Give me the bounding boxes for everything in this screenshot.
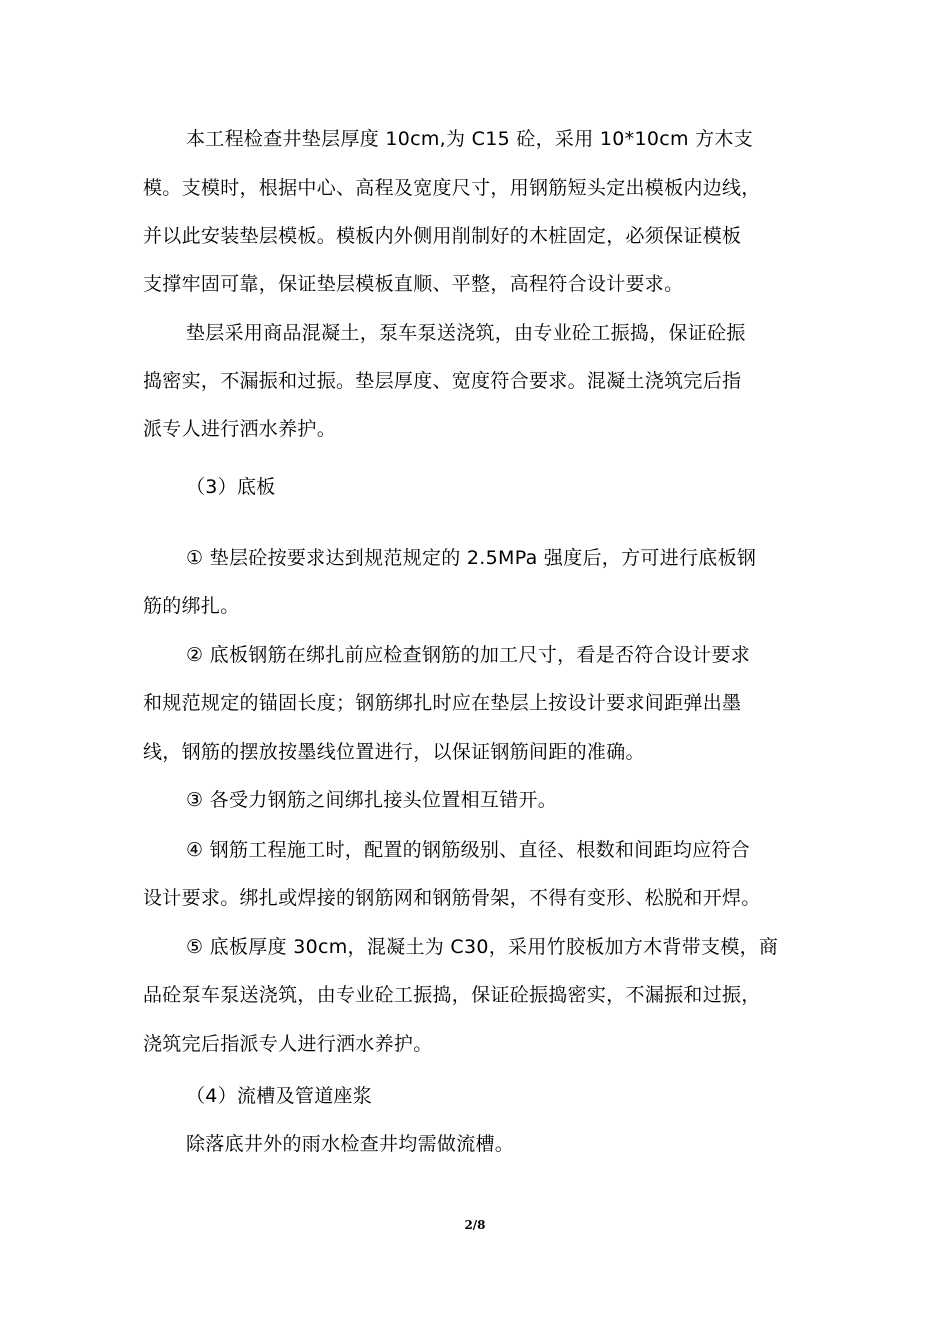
list-item-line: 浇筑完后指派专人进行洒水养护。	[143, 1033, 433, 1055]
paragraph-line: 支撑牢固可靠，保证垫层模板直顺、平整，高程符合设计要求。	[143, 273, 684, 295]
paragraph-line: 垫层采用商品混凝土，泵车泵送浇筑，由专业砼工振捣，保证砼振	[186, 322, 746, 344]
list-item-line: 线，钢筋的摆放按墨线位置进行，以保证钢筋间距的准确。	[143, 741, 645, 763]
list-item-line: ⑤ 底板厚度 30cm，混凝土为 C30，采用竹胶板加方木背带支模，商	[186, 936, 779, 958]
section-heading-3: （3）底板	[186, 476, 276, 498]
list-item-line: 筋的绑扎。	[143, 595, 240, 617]
list-item-line: ② 底板钢筋在绑扎前应检查钢筋的加工尺寸，看是否符合设计要求	[186, 644, 751, 666]
paragraph-line: 并以此安装垫层模板。模板内外侧用削制好的木桩固定，必须保证模板	[143, 225, 742, 247]
page-number: 2/8	[464, 1218, 486, 1232]
list-item-line: 设计要求。绑扎或焊接的钢筋网和钢筋骨架，不得有变形、松脱和开焊。	[143, 887, 761, 909]
paragraph-line: 除落底井外的雨水检查井均需做流槽。	[186, 1133, 515, 1155]
list-item-line: ① 垫层砼按要求达到规范规定的 2.5MPa 强度后，方可进行底板钢	[186, 547, 757, 569]
list-item-line: 和规范规定的锚固长度；钢筋绑扎时应在垫层上按设计要求间距弹出墨	[143, 692, 742, 714]
paragraph-line: 捣密实，不漏振和过振。垫层厚度、宽度符合要求。混凝土浇筑完后指	[143, 370, 742, 392]
list-item-line: ③ 各受力钢筋之间绑扎接头位置相互错开。	[186, 789, 558, 811]
list-item-line: ④ 钢筋工程施工时，配置的钢筋级别、直径、根数和间距均应符合	[186, 839, 751, 861]
section-heading-4: （4）流槽及管道座浆	[186, 1085, 373, 1107]
paragraph-line: 派专人进行洒水养护。	[143, 418, 337, 440]
paragraph-line: 本工程检查井垫层厚度 10cm,为 C15 砼，采用 10*10cm 方木支	[186, 128, 754, 150]
list-item-line: 品砼泵车泵送浇筑，由专业砼工振捣，保证砼振捣密实，不漏振和过振，	[143, 984, 761, 1006]
paragraph-line: 模。支模时，根据中心、高程及宽度尺寸，用钢筋短头定出模板内边线，	[143, 177, 761, 199]
